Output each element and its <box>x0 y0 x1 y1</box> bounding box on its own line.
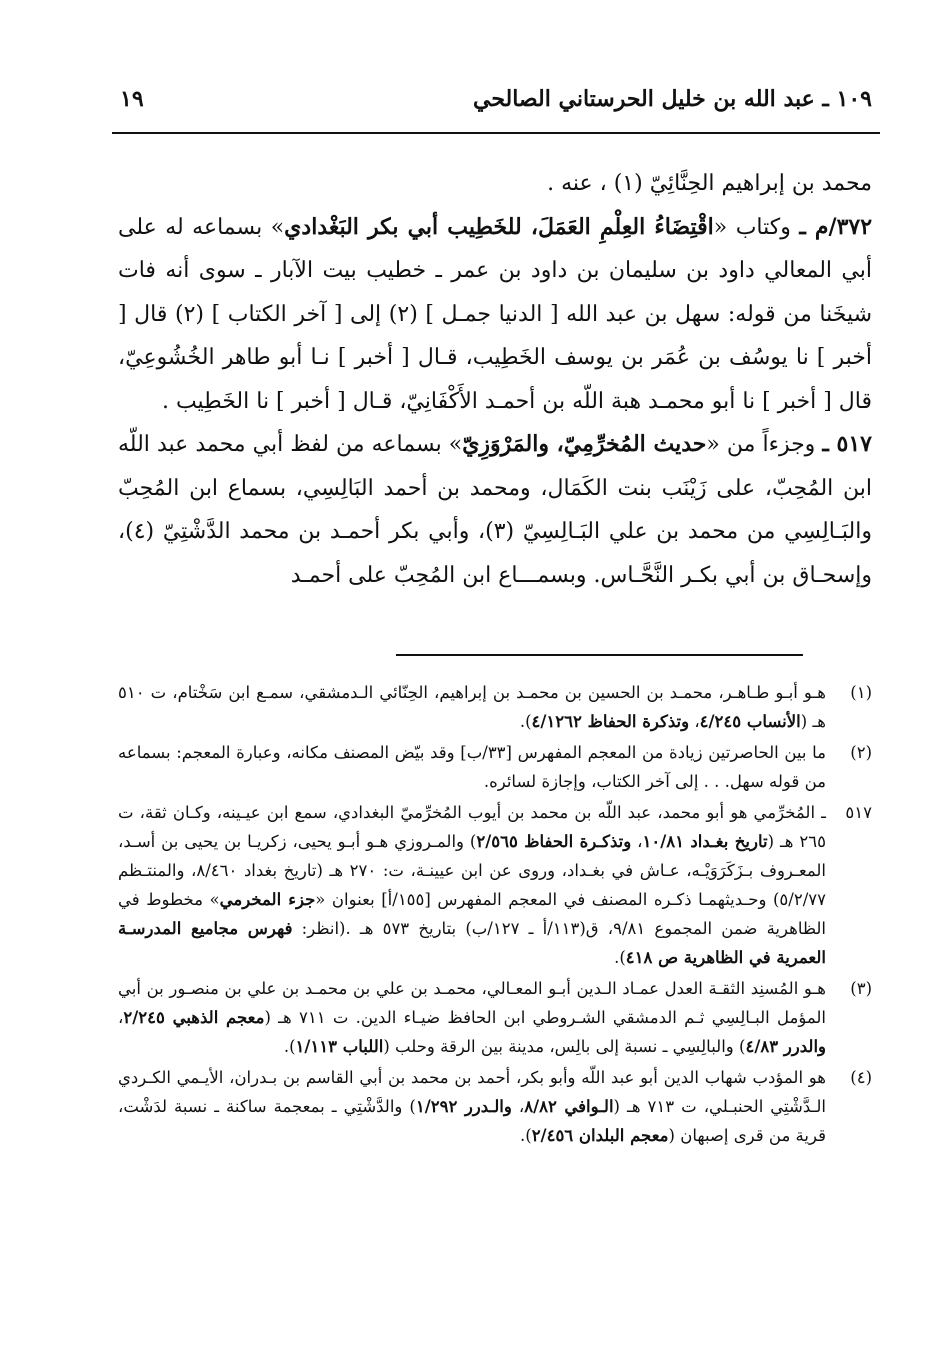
paragraph-372-intro: وكتاب « <box>713 214 791 240</box>
entry-number-517: ٥١٧ ـ <box>822 431 872 457</box>
footnote-4-part: هو المؤدب شهاب الدين أبو عبد اللّه وأبو بكر، أحمد بن محمد بن أبي القاسم بن بـدران، الأيـمي الكـردي الـدَّشْتِي الحنبـلي، ت ٧١٣ هـ ( <box>118 1068 826 1116</box>
footnote-4-text <box>118 1063 826 1150</box>
footnote-1-mark: (١) <box>850 683 872 702</box>
running-title: ١٠٩ ـ عبد الله بن خليل الحرستاني الصالحي <box>472 86 872 112</box>
footnote-517-part: ) والمـروزي هـو أبـو يحيى، زكريـا بن يحيى بن أسـد، المعـروف بـزَكَرَوَيْـه، عـاش في بغـداد، وروى عن ابن عيينـة، ت: ٢٧٠ هـ (تاريخ بغداد ٨/٤٦٠، والمنتـظم ٥/٢/٧٧) وحـديثهمـا ذكـره المصنف في المعجم المفهرس [١٥٥/أ] بعنوان « <box>118 832 826 909</box>
paragraph-1-text: محمد بن إبراهيم الحِنَّائِيّ (١) ، عنه . <box>547 171 872 196</box>
footnote-3-ref: معجم الذهبي ٢/٢٤٥ <box>123 1008 265 1027</box>
footnote-4-part: ) والدَّشْتِي ـ بمعجمة ساكنة ـ نسبة لدَشْت، قرية من قرى إصبهان ( <box>118 1097 826 1145</box>
footnote-517-ref: وتذكـرة الحفاظ ٢/٥٦٥ <box>476 832 632 851</box>
footnote-1 <box>118 678 872 736</box>
footnote-1-sep: ، <box>689 712 700 731</box>
footnote-4-ref: والـدرر ١/٢٩٢ <box>415 1097 512 1116</box>
paragraph-517 <box>118 423 872 597</box>
footnote-3-mark: (٣) <box>850 979 872 998</box>
footnotes <box>118 678 872 1152</box>
paragraph-517-text: » بسماعه من لفظ أبي محمد عبد اللّه ابن المُحِبّ، على زَيْنَب بنت الكَمَال، ومحمد بن أحمد البَالِسِي، بسماع ابن المُحِبّ والبَـالِسِي من محمد بن علي البَـالِسِيّ (٣)، وأبي بكر أحمـد بن محمد الدَّشْتِيّ (٤)، وإسحـاق بن أبي بكـر النَّحَّـاس. وبسمـــاع ابن المُحِبّ على أحمـد <box>118 432 872 588</box>
footnote-4-ref: الـوافي ٨/٨٢ <box>524 1097 614 1116</box>
footnote-517-ref: جزء المخرمي <box>219 890 316 909</box>
page-number: ١٩ <box>120 86 144 112</box>
footnote-517 <box>118 798 872 972</box>
book-title-372: اقْتِضَاءُ العِلْمِ العَمَلَ، للخَطِيب أبي بكر البَغْدادي <box>284 213 714 240</box>
footnote-3-ref: اللباب ١/١١٣ <box>295 1037 384 1056</box>
entry-number-372: ٣٧٢/م ـ <box>799 213 873 240</box>
footnote-1-ref: الأنساب ٤/٢٤٥ <box>699 712 801 731</box>
footnote-1-text <box>118 678 826 736</box>
footnote-divider <box>396 654 803 656</box>
footnote-4-ref: معجم البلدان ٢/٤٥٦ <box>531 1126 669 1145</box>
footnote-517-ref: تاريخ بغـداد ١٠/٨١ <box>642 832 768 851</box>
book-title-517: حديث المُخرِّمِيّ، والمَرْوَزِيّ <box>462 431 707 457</box>
footnote-3-ref: والدرر ٤/٨٣ <box>745 1037 826 1056</box>
footnote-517-sep: ، <box>631 832 643 851</box>
footnote-517-ref: فهرس مجاميع المدرسـة العمرية في الظاهرية ص ٤١٨ <box>118 919 826 967</box>
footnote-2-text: ما بين الحاصرتين زيادة من المعجم المفهرس [٣٣/ب] وقد بيّض المصنف مكانه، وعبارة المعجم: بسماعه من قوله سهل. . . إلى آخر الكتاب، وإجازة لسائره. <box>118 743 826 791</box>
footnote-517-end: ). <box>614 948 626 967</box>
footnote-3-end: ). <box>283 1037 296 1056</box>
footnote-517-part: » مخطوط في الظاهرية ضمن المجموع ٩/٨١، ق(١١٣/أ ـ ١٢٧/ب) بتاريخ ٥٧٣ هـ .(انظر: <box>118 890 826 938</box>
footnote-4-end: ). <box>520 1126 532 1145</box>
footnote-1-end: ). <box>519 712 532 731</box>
footnote-517-mark: ٥١٧ <box>845 803 872 822</box>
footnote-2 <box>118 738 872 796</box>
footnote-3-text <box>118 974 826 1061</box>
footnote-3-part: ) والبالِسِي ـ نسبة إلى بالِس، مدينة بين الرقة وحلب ( <box>383 1037 746 1056</box>
footnote-517-text <box>118 798 826 972</box>
footnote-2-mark: (٢) <box>850 743 872 762</box>
paragraph-1 <box>118 162 872 206</box>
paragraph-517-intro: وجزءاً من « <box>706 432 816 457</box>
page-header <box>120 82 872 122</box>
main-text <box>118 162 872 597</box>
paragraph-372-text: » بسماعه له على أبي المعالي داود بن سليمان بن داود بن عمر ـ خطيب بيت الآبار ـ سوى أنه فات شيخَنا من قوله: سهل بن عبد الله [ الدنيا جمـل ] (٢) إلى [ آخر الكتاب ] (٢) قال [ أخبر ] نا يوسُف بن عُمَر بن يوسف الخَطِيب، قـال [ أخبر ] نـا أبو طاهر الخُشُوعِيّ، قال [ أخبر ] نا أبو محمـد هبة اللّه بن أحمـد الأَكْفَانِيّ، قـال [ أخبر ] نا الخَطِيب . <box>118 214 873 414</box>
footnote-1-ref: وتذكرة الحفاظ ٤/١٢٦٢ <box>531 712 690 731</box>
footnote-517-part: ـ المُخرِّمي هو أبو محمد، عبد اللّه بن محمد بن أيوب المُخرِّميّ البغدادي، سمع ابن عيـينه، وكـان ثقة، ت ٢٦٥ هـ ( <box>118 803 827 851</box>
footnote-1-part: هـو أبـو طـاهـر، محمـد بن الحسين بن محمـد بن إبراهيم، الحِنّائي الـدمشقي، سمـع ابن سَخْتام، ت ٥١٠ هـ ( <box>118 683 826 731</box>
footnote-3 <box>118 974 872 1061</box>
footnote-4-sep: ، <box>511 1097 525 1116</box>
header-rule <box>112 132 880 134</box>
footnote-4-mark: (٤) <box>850 1068 872 1087</box>
footnote-4 <box>118 1063 872 1150</box>
footnote-3-part: هـو المُسنِد الثقـة العدل عمـاد الـدين أبـو المعـالي، محمـد بن علي بن محمـد بن علي بن منصـور بن أبي المؤمل البـالِسِي ثـم الدمشقي الشـروطي ابن الحافظ ضيـاء الدين. ت ٧١١ هـ ( <box>118 979 827 1027</box>
footnote-3-sep: ، <box>118 1008 124 1027</box>
paragraph-372 <box>118 206 872 424</box>
